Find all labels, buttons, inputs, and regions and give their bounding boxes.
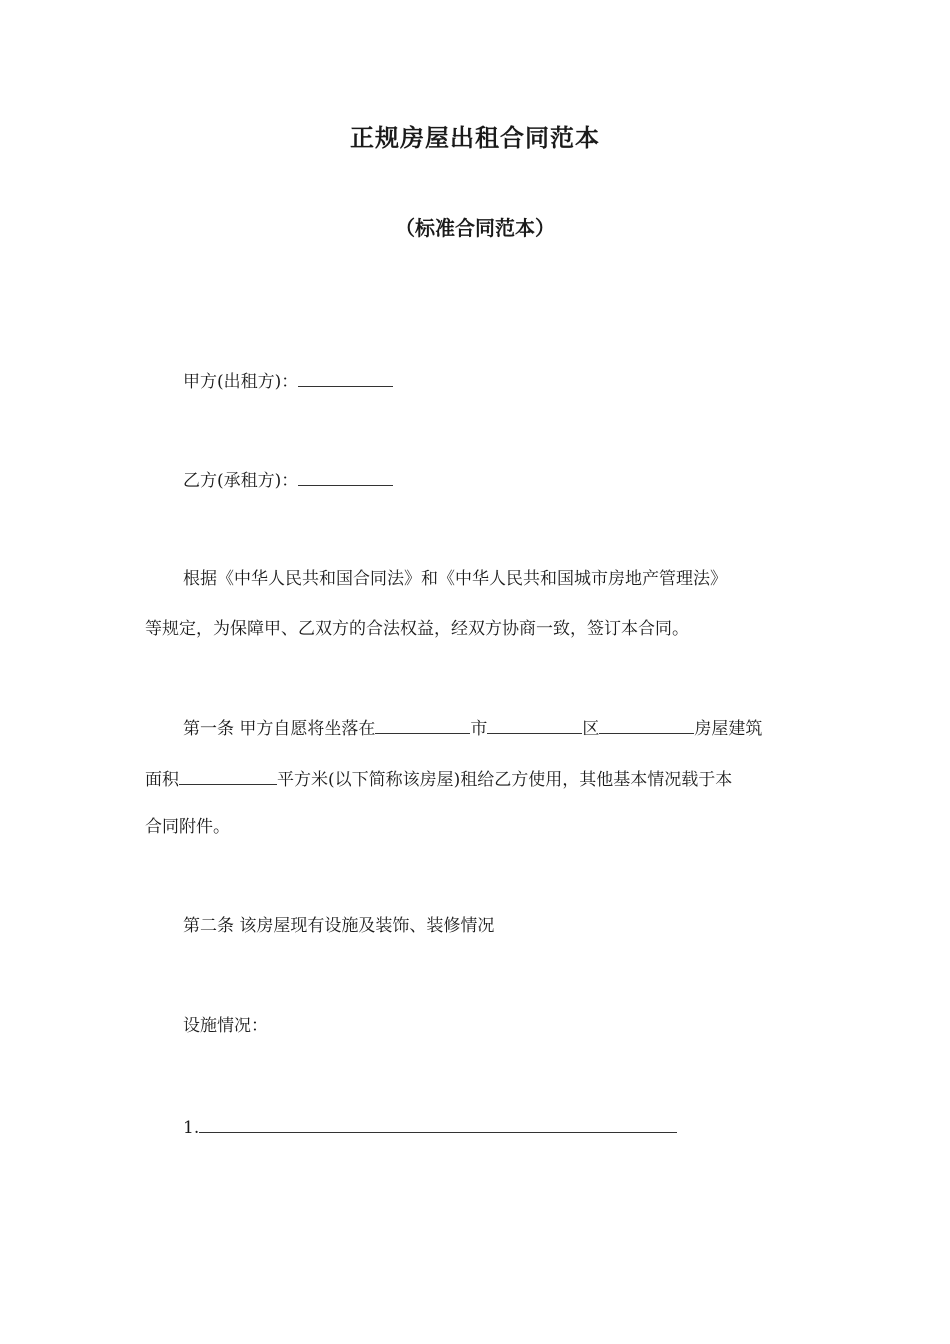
area-blank[interactable]: [179, 766, 277, 785]
party-a-blank[interactable]: [298, 368, 393, 387]
preamble-line-2: 等规定，为保障甲、乙双方的合法权益，经双方协商一致，签订本合同。: [145, 619, 689, 639]
district-label: 区: [582, 719, 600, 739]
article-1-line-2: [145, 766, 732, 792]
article-1-line-1: [183, 715, 762, 741]
document-title: 正规房屋出租合同范本: [350, 124, 600, 152]
district-blank[interactable]: [487, 715, 582, 734]
party-b-blank[interactable]: [298, 467, 393, 486]
preamble-line-1: 根据《中华人民共和国合同法》和《中华人民共和国城市房地产管理法》: [183, 569, 727, 589]
party-a-label: 甲方(出租方)：: [183, 372, 299, 392]
party-b-label: 乙方(承租方)：: [183, 471, 299, 491]
area-label: 面积: [145, 770, 179, 790]
item-1-blank[interactable]: [199, 1114, 677, 1133]
city-blank[interactable]: [375, 715, 470, 734]
facilities-label: 设施情况：: [183, 1016, 268, 1036]
article-1-line-2-text: 平方米(以下简称该房屋)租给乙方使用，其他基本情况载于本: [277, 770, 733, 790]
party-a-line: [183, 368, 393, 394]
article-1-text: 第一条 甲方自愿将坐落在: [183, 719, 376, 739]
party-b-line: [183, 467, 393, 493]
document-subtitle: （标准合同范本）: [395, 216, 555, 240]
facility-item-1: [183, 1114, 677, 1140]
building-label: 房屋建筑: [694, 719, 763, 739]
article-2-heading: 第二条 该房屋现有设施及装饰、装修情况: [183, 916, 495, 936]
address-blank[interactable]: [599, 715, 694, 734]
article-1-line-3: 合同附件。: [145, 817, 230, 837]
item-1-number: 1.: [183, 1118, 200, 1138]
city-label: 市: [470, 719, 488, 739]
